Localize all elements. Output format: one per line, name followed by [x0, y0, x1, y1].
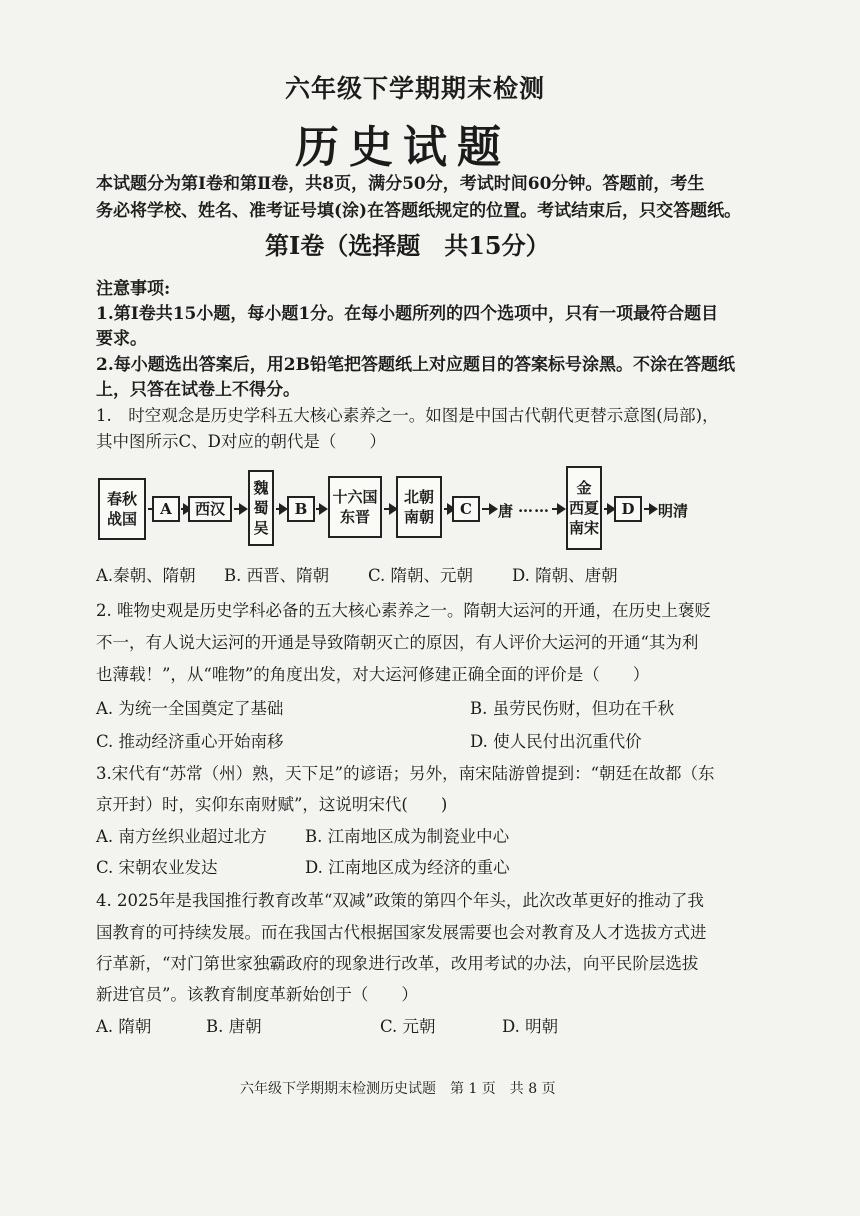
q4-line2: 国教育的可持续发展。而在我国古代根据国家发展需要也会对教育及人才选拔方式进: [96, 923, 707, 942]
q4-option-c[interactable]: C. 元朝: [380, 1017, 436, 1036]
q3-line2: 京开封）时，实仰东南财赋”，这说明宋代( ): [96, 795, 448, 814]
q2-line2: 不一，有人说大运河的开通是导致隋朝灭亡的原因，有人评价大运河的开通“其为利: [96, 633, 699, 652]
label-tang: 唐: [498, 502, 514, 520]
arrow-10: [604, 508, 614, 510]
notice-heading: 注意事项:: [96, 279, 171, 299]
q2-option-d[interactable]: D. 使人民付出沉重代价: [470, 732, 642, 751]
label-nanchao: 南朝: [403, 508, 434, 526]
q2-line3: 也薄载！”，从“唯物”的角度出发，对大运河修建正确全面的评价是（ ）: [96, 665, 650, 684]
q4-option-d[interactable]: D. 明朝: [502, 1017, 559, 1036]
page-footer: 六年级下学期期末检测历史试题 第 1 页 共 8 页: [240, 1081, 556, 1097]
ellipsis: ……: [518, 498, 550, 516]
intro-line-1: 本试题分为第Ⅰ卷和第Ⅱ卷，共8页，满分50分，考试时间60分钟。答题前，考生: [96, 174, 705, 194]
label-wei: 魏: [253, 478, 269, 497]
q1-line1: 1. 时空观念是历史学科五大核心素养之一。如图是中国古代朝代更替示意图(局部)，: [96, 406, 719, 425]
q2-option-b[interactable]: B. 虽劳民伤财，但功在千秋: [470, 699, 675, 718]
notice-item2-line1: 2.每小题选出答案后，用2B铅笔把答题纸上对应题目的答案标号涂黑。不涂在答题纸: [96, 355, 735, 375]
label-beichao: 北朝: [403, 487, 434, 506]
arrow-3: [234, 508, 246, 510]
exam-title: 六年级下学期期末检测: [285, 74, 546, 103]
q3-line1: 3.宋代有“苏常（州）熟，天下足”的谚语；另外，南宋陆游曾提到：“朝廷在故都（东: [96, 764, 715, 783]
q1-line2: 其中图所示C、D对应的朝代是（ ）: [96, 432, 386, 451]
box-b: B: [287, 496, 315, 522]
q3-option-d[interactable]: D. 江南地区成为经济的重心: [305, 858, 510, 877]
q1-option-c[interactable]: C. 隋朝、元朝: [368, 566, 474, 585]
arrow-5: [316, 508, 326, 510]
box-jin-xixia-nansong: [566, 466, 602, 550]
q1-option-a[interactable]: A.秦朝、隋朝: [96, 566, 196, 585]
box-shiliuguo-dongjin: [328, 476, 382, 538]
q1-option-d[interactable]: D. 隋朝、唐朝: [512, 566, 618, 585]
box-c: C: [452, 496, 480, 522]
label-nansong: 南宋: [568, 519, 599, 538]
box-d: D: [614, 496, 642, 522]
q4-option-a[interactable]: A. 隋朝: [96, 1017, 152, 1036]
arrow-6: [384, 508, 396, 510]
label-dongjin: 东晋: [339, 508, 370, 526]
label-chunqiu: 春秋: [106, 489, 137, 508]
arrow-4: [276, 508, 286, 510]
part1-title: 第Ⅰ卷（选择题 共15分）: [265, 231, 550, 260]
q2-option-a[interactable]: A. 为统一全国奠定了基础: [96, 699, 284, 718]
arrow-11: [644, 508, 656, 510]
q1-option-b[interactable]: B. 西晋、隋朝: [224, 566, 330, 585]
q4-line3: 行革新，“对门第世家独霸政府的现象进行改革，改用考试的办法，向平民阶层选拔: [96, 954, 699, 973]
arrow-8: [482, 508, 496, 510]
notice-item1-line1: 1.第Ⅰ卷共15小题，每小题1分。在每小题所列的四个选项中，只有一项最符合题目: [96, 304, 719, 324]
label-wu: 吴: [253, 519, 269, 538]
box-xihan: 西汉: [188, 496, 232, 522]
box-chunqiu-zhanguo: [98, 478, 146, 540]
q4-line1: 4. 2025年是我国推行教育改革“双减”政策的第四个年头，此次改革更好的推动了我: [96, 891, 704, 910]
q3-option-a[interactable]: A. 南方丝织业超过北方: [96, 827, 267, 846]
q4-option-b[interactable]: B. 唐朝: [206, 1017, 262, 1036]
intro-line-2: 务必将学校、姓名、准考证号填(涂)在答题纸规定的位置。考试结束后，只交答题纸。: [96, 201, 742, 221]
label-xixia: 西夏: [568, 498, 599, 517]
notice-item1-line2: 要求。: [96, 329, 147, 349]
label-shiliuguo: 十六国: [332, 487, 378, 506]
box-wei-shu-wu: [248, 470, 274, 546]
box-beichao-nanchao: [396, 476, 442, 538]
q2-option-c[interactable]: C. 推动经济重心开始南移: [96, 732, 284, 751]
q3-option-b[interactable]: B. 江南地区成为制瓷业中心: [305, 827, 510, 846]
box-a: A: [152, 496, 180, 522]
q3-option-c[interactable]: C. 宋朝农业发达: [96, 858, 218, 877]
subject-title: 历史试题: [295, 122, 511, 173]
q4-line4: 新进官员”。该教育制度革新始创于（ ）: [96, 985, 418, 1004]
arrow-9: [552, 508, 564, 510]
label-zhanguo: 战国: [106, 510, 137, 528]
notice-item2-line2: 上，只答在试卷上不得分。: [96, 380, 300, 400]
label-jin: 金: [576, 478, 592, 497]
label-mingqing: 明清: [658, 502, 689, 520]
q2-line1: 2. 唯物史观是历史学科必备的五大核心素养之一。隋朝大运河的开通，在历史上褒贬: [96, 601, 711, 620]
label-shu: 蜀: [253, 498, 269, 517]
